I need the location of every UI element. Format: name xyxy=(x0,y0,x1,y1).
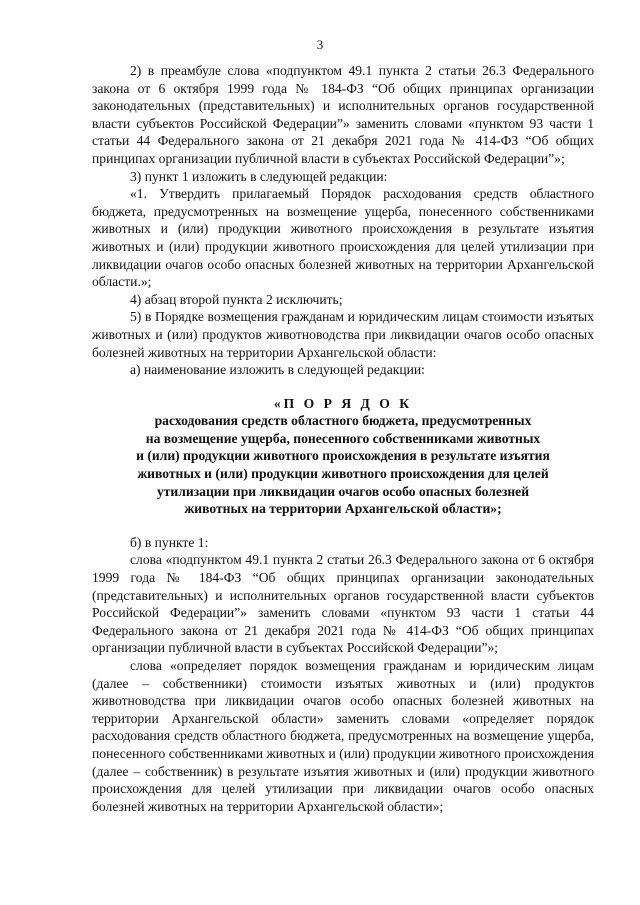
paragraph-amendment-5b: б) в пункте 1: xyxy=(130,534,209,550)
document-body xyxy=(92,62,594,815)
paragraph-amendment-3: 3) пункт 1 изложить в следующей редакции: xyxy=(130,168,388,184)
procedure-title-line: на возмещение ущерба, понесенного собственниками животных xyxy=(145,430,541,446)
procedure-title-heading: «П О Р Я Д О К xyxy=(273,395,413,411)
paragraph-amendment-5: 5) в Порядке возмещения гражданам и юридическим лицам стоимости изъятых животных и (или) продуктов животноводства при ликвидации очагов особо опасных болезней животных на территории Архангельской области: xyxy=(92,309,594,360)
procedure-title-line: животных и (или) продукции животного происхождения для целей xyxy=(137,466,549,482)
page-number: 3 xyxy=(316,37,324,52)
procedure-title-line: расходования средств областного бюджета, предусмотренных xyxy=(154,413,532,429)
paragraph-amendment-5a: а) наименование изложить в следующей редакции: xyxy=(130,362,425,378)
paragraph-amendment-2: 2) в преамбуле слова «подпунктом 49.1 пункта 2 статьи 26.3 Федерального закона от 6 октября 1999 года № 184-ФЗ “Об общих принципах организации законодательных (представительных) и исполнительных органов государственной власти субъектов Российской Федерации”» заменить словами «пунктом 93 части 1 статьи 44 Федерального закона от 21 декабря 2021 года № 414-ФЗ “Об общих принципах организации публичной власти в субъектах Российской Федерации”»; xyxy=(92,63,594,166)
paragraph-item-1-text: «1. Утвердить прилагаемый Порядок расходования средств областного бюджета, предусмотренных на возмещение ущерба, понесенного собственниками животных и (или) продукции животного происхождения в результате изъятия животных и (или) продукции животного происхождения для целей утилизации при ликвидации очагов особо опасных болезней животных на территории Архангельской области.»; xyxy=(92,186,594,290)
paragraph-words-replacement-2: слова «определяет порядок возмещения гражданам и юридическим лицам (далее – собственники) стоимости изъятых животных и (или) продуктов животноводства при ликвидации очагов особо опасных болезней животных на территории Архангельской области» заменить словами «определяет порядок расходования средств областного бюджета, предусмотренных на возмещение ущерба, понесенного собственниками животных и (или) продукции животного происхождения (далее – собственник) в результате изъятия животных и (или) продукции животного происхождения для целей утилизации при ликвидации очагов особо опасных болезней животных на территории Архангельской области»; xyxy=(92,658,594,814)
procedure-title-line: утилизации при ликвидации очагов особо опасных болезней xyxy=(156,483,530,499)
paragraph-amendment-4: 4) абзац второй пункта 2 исключить; xyxy=(130,291,343,307)
paragraph-words-replacement-1: слова «подпунктом 49.1 пункта 2 статьи 26.3 Федерального закона от 6 октября 1999 года № 184-ФЗ “Об общих принципах организации законодательных (представительных) и исполнительных органов государственной власти субъектов Российской Федерации”» заменить словами «пунктом 93 части 1 статьи 44 Федерального закона от 21 декабря 2021 года № 414-ФЗ “Об общих принципах организации публичной власти в субъектах Российской Федерации”»; xyxy=(92,552,594,656)
procedure-title-line: животных на территории Архангельской области»; xyxy=(184,501,502,517)
procedure-title-line: и (или) продукции животного происхождения в результате изъятия xyxy=(136,448,550,464)
